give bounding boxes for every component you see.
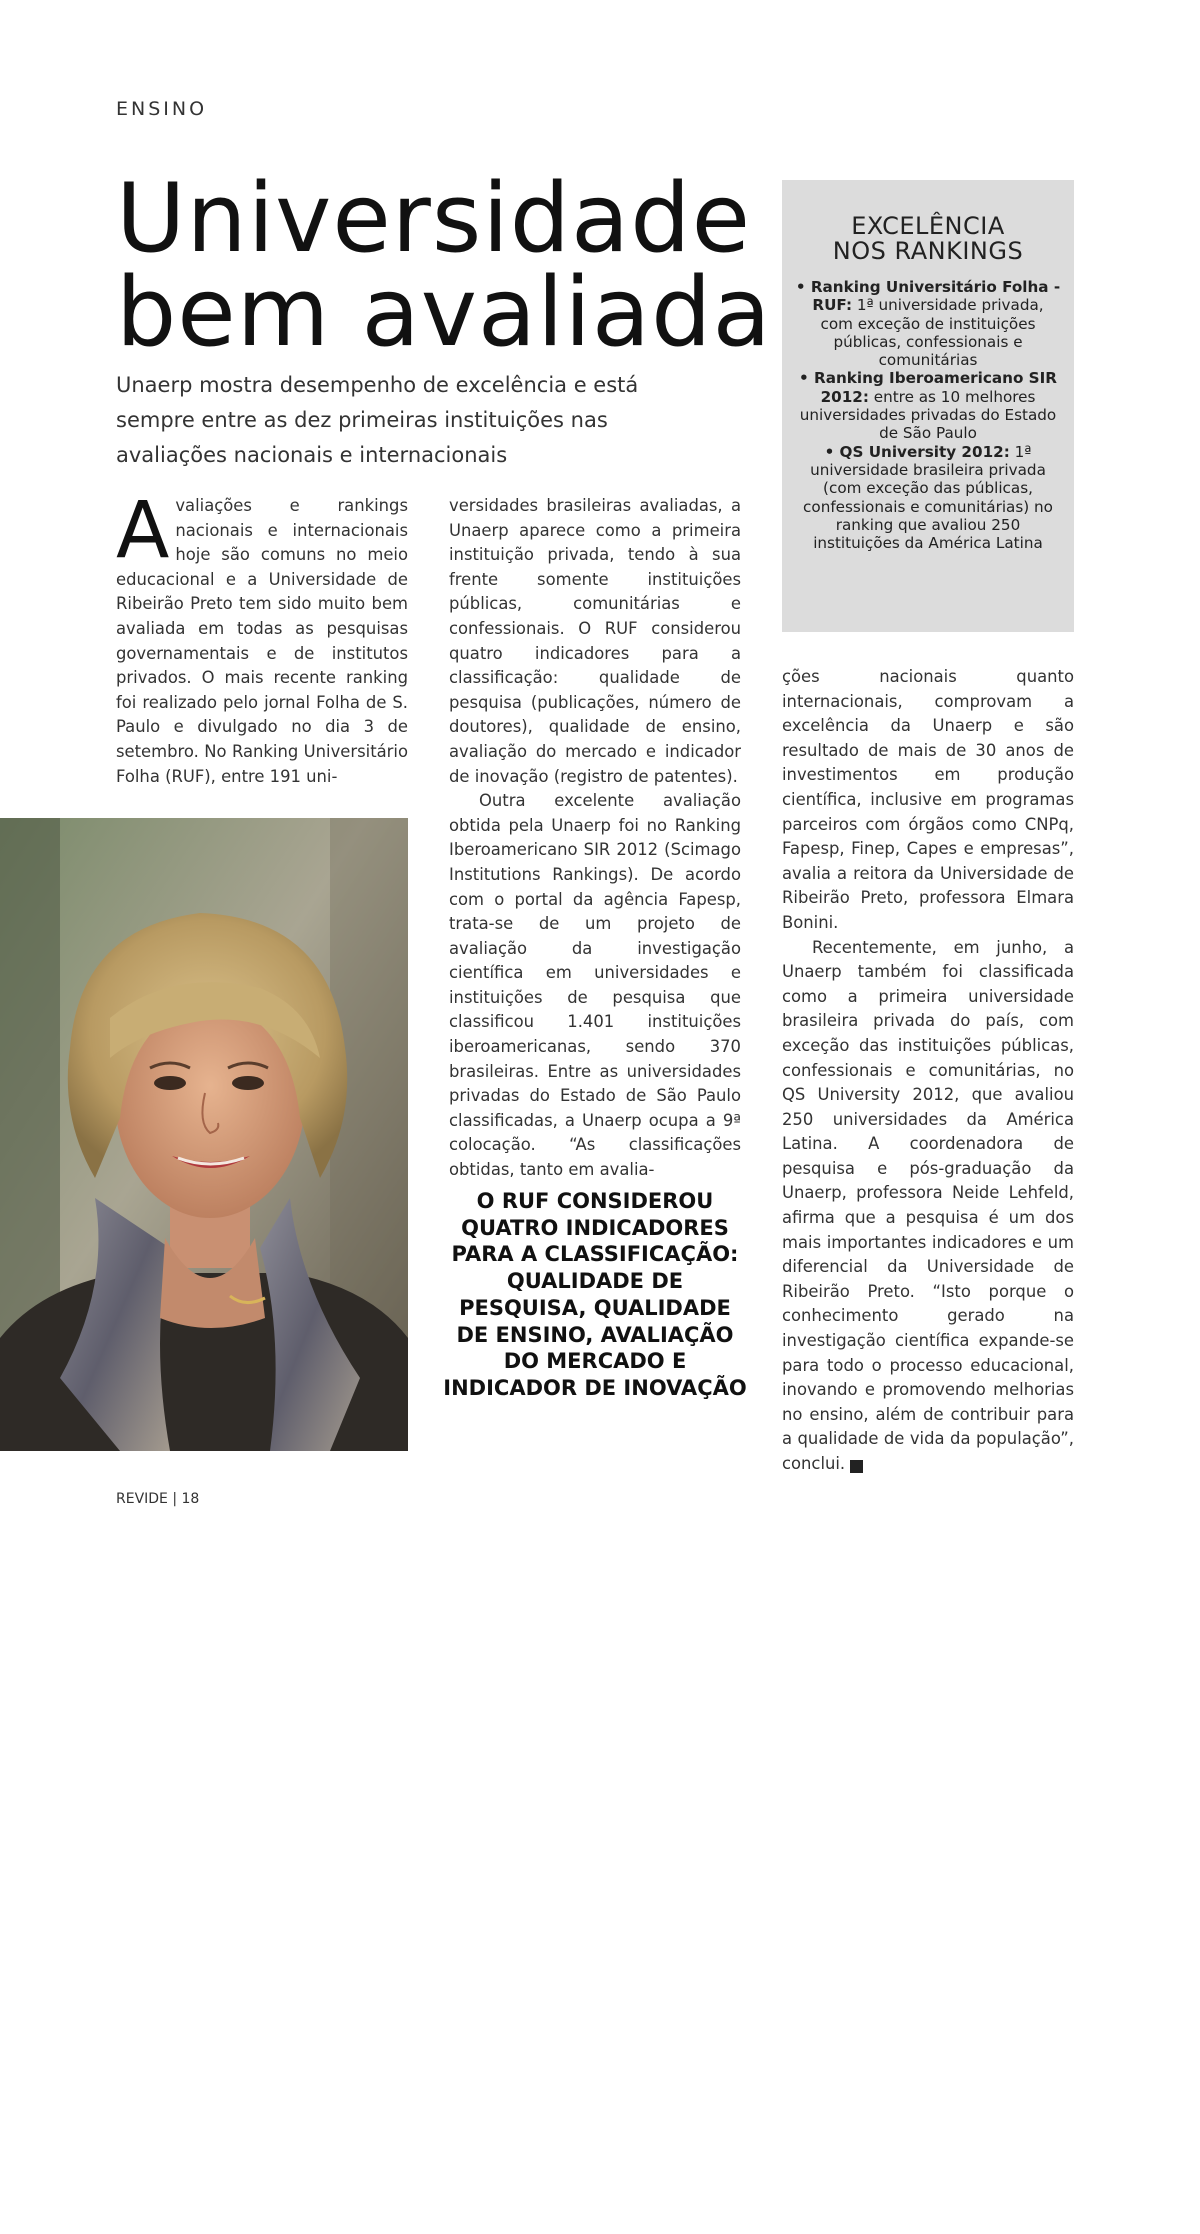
section-label: ENSINO <box>116 98 208 120</box>
sidebar-item-qs <box>794 443 1062 553</box>
page-footer: REVIDE | 18 <box>116 1491 200 1507</box>
sidebar-item-label: • QS University 2012: <box>824 442 1010 461</box>
sidebar-item-text: 1ª universidade privada, com exceção de instituições públicas, confessionais e comunitárias <box>820 296 1044 370</box>
drop-cap: A <box>116 486 170 576</box>
sidebar-item-ruf <box>794 278 1062 369</box>
column-3-paragraph-1: ções nacionais quanto internacionais, comprovam a excelência da Unaerp e são resultado de mais de 30 anos de investimentos em produção científica, inclusive em programas parceiros com órgãos como CNPq, Fapesp, Finep, Capes e empresas”, avalia a reitora da Universidade de Ribeirão Preto, professora Elmara Bonini. <box>782 667 1074 932</box>
article-column-1 <box>116 486 408 789</box>
end-mark-icon: r <box>850 1460 863 1473</box>
pull-quote: O RUF CONSIDEROU QUATRO INDICADORES PARA A CLASSIFICAÇÃO: QUALIDADE DE PESQUISA, QUALIDADE DE ENSINO, AVALIAÇÃO DO MERCADO E INDICADOR DE INOVAÇÃO <box>443 1189 747 1400</box>
article-title <box>116 164 776 368</box>
sidebar-item-text: 1ª universidade brasileira privada (com exceção das públicas, confessionais e comunitárias) no ranking que avaliou 250 instituições da América Latina <box>803 442 1053 553</box>
rankings-sidebar <box>782 180 1074 632</box>
column-2-paragraph-1: versidades brasileiras avaliadas, a Unaerp aparece como a primeira instituição privada, tendo à sua frente somente instituições públicas, comunitárias e confessionais. O RUF considerou quatro indicadores para a classificação: qualidade de pesquisa (publicações, número de doutores), qualidade de ensino, avaliação do mercado e indicador de inovação (registro de patentes). <box>449 496 741 786</box>
sidebar-item-text: entre as 10 melhores universidades privadas do Estado de São Paulo <box>799 387 1057 443</box>
sidebar-title-line-1: EXCELÊNCIA <box>851 212 1005 240</box>
column-3-paragraph-2-text: Recentemente, em junho, a Unaerp também foi classificada como a primeira universidade brasileira privada do país, com exceção das instituições públicas, confessionais e comunitárias, no QS University 2012, que avaliou 250 universidades da América Latina. A coordenadora de pesquisa e pós-graduação da Unaerp, professora Neide Lehfeld, afirma que a pesquisa é um dos mais importantes indicadores e um diferencial da Universidade de Ribeirão Preto. “Isto porque o conhecimento gerado na investigação científica expande-se para todo o processo educacional, inovando e promovendo melhorias no ensino, além de contribuir para a qualidade de vida da população”, conclui. <box>782 937 1074 1473</box>
sidebar-title <box>794 214 1062 264</box>
sidebar-item-sir <box>794 369 1062 442</box>
article-column-3 <box>782 665 1074 1477</box>
title-line-2: bem avaliada <box>116 258 772 368</box>
title-line-1: Universidade <box>116 164 752 274</box>
column-2-paragraph-2: Outra excelente avaliação obtida pela Unaerp foi no Ranking Iberoamericano SIR 2012 (Scimago Institutions Rankings). De acordo com o portal da agência Fapesp, trata-se de um projeto de avaliação da investigação científica em universidades e instituições de pesquisa que classificou 1.401 instituições iberoamericanas, sendo 370 brasileiras. Entre as universidades privadas do Estado de São Paulo classificadas, a Unaerp ocupa a 9ª colocação. “As classificações obtidas, tanto em avalia- <box>449 791 741 1180</box>
article-column-2 <box>449 494 741 1183</box>
portrait-image <box>0 818 408 1451</box>
column-1-paragraph-1: valiações e rankings nacionais e internacionais hoje são comuns no meio educacional e a Universidade de Ribeirão Preto tem sido muito bem avaliada em todas as pesquisas governamentais e de institutos privados. O mais recente ranking foi realizado pelo jornal Folha de S. Paulo e divulgado no dia 3 de setembro. No Ranking Universitário Folha (RUF), entre 191 uni- <box>116 496 408 786</box>
article-subtitle: Unaerp mostra desempenho de excelência e está sempre entre as dez primeiras instituições nas avaliações nacionais e internacionais <box>116 373 639 467</box>
sidebar-item-label: • Ranking Iberoamericano SIR 2012: <box>799 369 1057 406</box>
sidebar-title-line-2: NOS RANKINGS <box>832 237 1024 265</box>
photo-caption: Segundo Elmara Bonini, resultados refletem mais de 30 anos de investimentos <box>70 2144 230 2234</box>
sidebar-item-label: • Ranking Universitário Folha - RUF: <box>795 278 1061 315</box>
column-3-paragraph-2 <box>782 936 1074 1477</box>
